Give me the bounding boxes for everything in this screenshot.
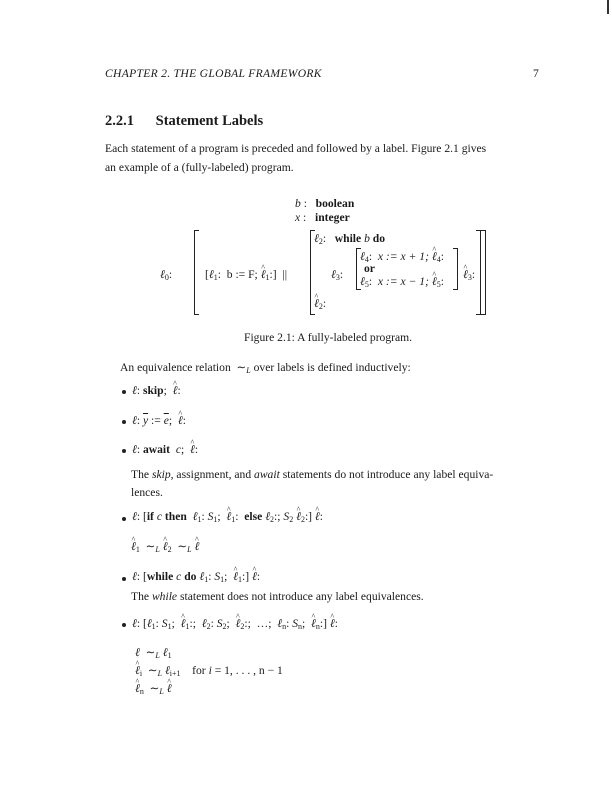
- or-keyword: or: [364, 262, 375, 275]
- rule-seq: ℓ: [ℓ$_1$: $S_1$; ^ ℓ$_1$:; ℓ$_2$: $S_2$; ^ ℓ$_2$:; …; ℓ$_n$: $S_n$; ^ ℓ$_n$:] ^ ℓ:: [132, 617, 338, 631]
- no-equiv-note-2: lences.: [131, 486, 163, 499]
- bullet: [122, 449, 126, 453]
- rule-while: ℓ: [while c do ℓ$_1$: $S_1$; ^ ℓ$_1$:] ^ ℓ:: [132, 570, 260, 584]
- label-l0: ℓ$_0$:: [160, 268, 173, 282]
- label-l3-hat: ^ ℓ$_3$:: [463, 268, 475, 282]
- running-header: CHAPTER 2. THE GLOBAL FRAMEWORK: [105, 67, 322, 80]
- no-equiv-note-1: The skip, assignment, and await statements do not introduce any label equiva-: [131, 468, 494, 481]
- if-equiv: ^ ℓ$_1$ $\sim_L$ ^ ℓ$_2$ $\sim_L$ ^ ℓ: [131, 540, 199, 554]
- label-l2-hat: ^ ℓ$_2$:: [314, 297, 326, 311]
- seq-equiv-1: ℓ $\sim_L$ ℓ$_1$: [135, 646, 172, 660]
- equiv-intro: An equivalence relation $\sim_L$ over labels is defined inductively:: [120, 361, 411, 375]
- bullet: [122, 577, 126, 581]
- rule-assign: ℓ: $\overline{y}$ := $\overline{e}$; ^ ℓ:: [132, 414, 186, 428]
- parallel-operator: ||: [282, 268, 288, 281]
- inner-bracket-right: [453, 248, 458, 290]
- rule-skip: ℓ: skip; ^ ℓ:: [132, 384, 181, 398]
- assign-code: b := F;: [226, 268, 258, 281]
- section-title: Statement Labels: [155, 113, 264, 129]
- outer-bracket-right: [481, 230, 486, 315]
- while-note: The while statement does not introduce any label equivalences.: [131, 590, 424, 603]
- intro-line-2: an example of a (fully-labeled) program.: [105, 161, 294, 174]
- scan-edge-mark: [607, 0, 609, 14]
- bullet: [122, 623, 126, 627]
- bullet: [122, 517, 126, 521]
- assign-statement: [ℓ$_1$: b := F; ^ ℓ$_1$:] ||: [205, 268, 287, 282]
- bullet: [122, 420, 126, 424]
- intro-line-1: Each statement of a program is preceded and followed by a label. Figure 2.1 gives: [105, 142, 487, 155]
- bullet: [122, 390, 126, 394]
- rule-await: ℓ: await c; ^ ℓ:: [132, 443, 198, 457]
- decl-x: x : integer: [295, 211, 350, 224]
- branch-dec: ℓ$_5$: x := x − 1; ^ ℓ$_5$:: [360, 275, 444, 289]
- outer-bracket-left: [194, 230, 199, 315]
- decl-b: b : boolean: [295, 197, 355, 210]
- branch-inc: ℓ$_4$: x := x + 1; ^ ℓ$_4$:: [360, 250, 444, 264]
- page-number: 7: [533, 67, 539, 80]
- seq-equiv-2: ^ ℓ$_i$ $\sim_L$ ℓ$_{i+1}$ for i = 1, . . . , n − 1: [135, 664, 283, 678]
- label-l3: ℓ$_3$:: [331, 268, 344, 282]
- figure-caption: Figure 2.1: A fully-labeled program.: [244, 331, 413, 344]
- rule-if: ℓ: [if c then ℓ$_1$: $S_1$; ^ ℓ$_1$: else ℓ$_2$:; $S_2$ ^ ℓ$_2$:] ^ ℓ:: [132, 510, 323, 524]
- while-header: ℓ$_2$: while b do: [314, 232, 386, 246]
- seq-equiv-3: ^ ℓ$_n$ $\sim_L$ ^ ℓ: [135, 682, 172, 696]
- section-number: 2.2.1: [105, 113, 134, 129]
- section-heading: [105, 112, 263, 130]
